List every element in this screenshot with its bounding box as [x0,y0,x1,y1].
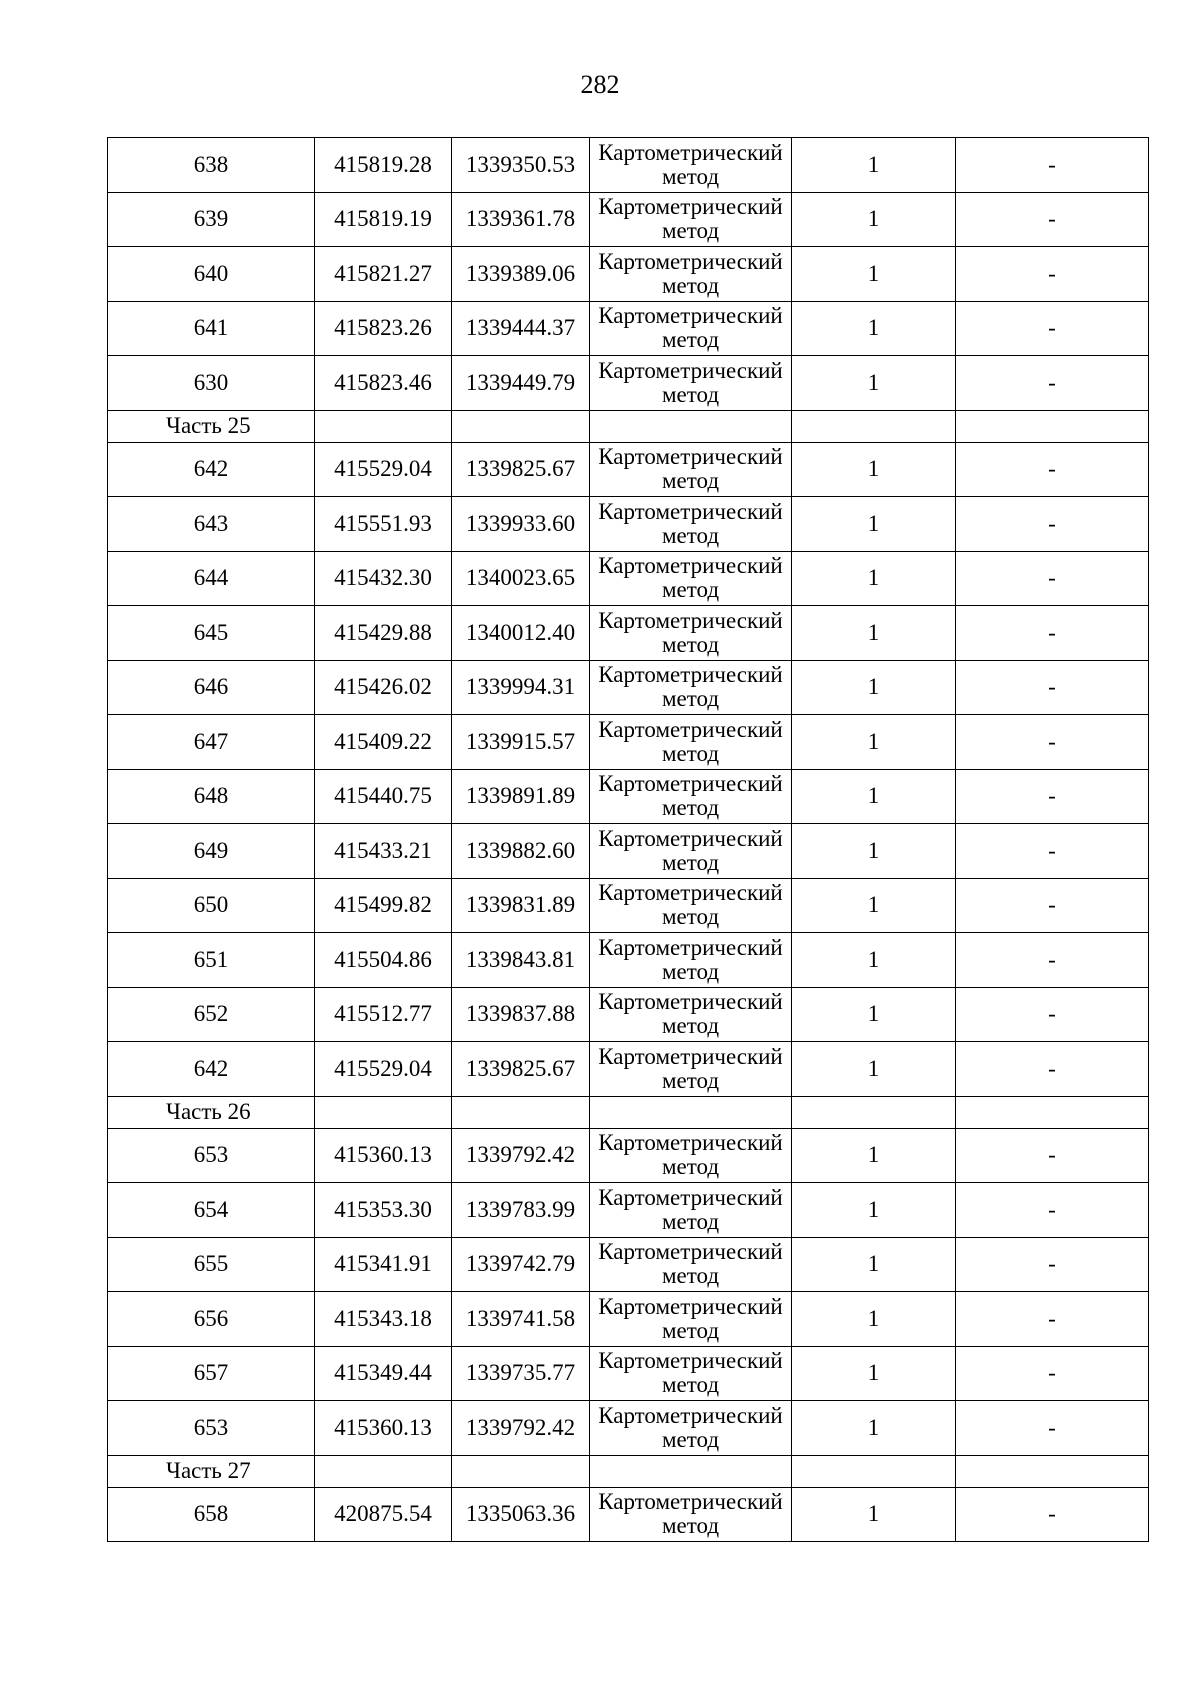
y-coordinate-cell: 1335063.36 [452,1487,590,1542]
x-coordinate-cell: 415432.30 [315,551,452,606]
empty-cell [792,1096,956,1128]
note-cell: - [956,1042,1149,1097]
method-line-2: метод [661,1154,720,1180]
part-header-row [108,1096,1149,1128]
table-row [108,824,1149,879]
accuracy-cell: 1 [792,933,956,988]
accuracy-cell: 1 [792,660,956,715]
accuracy-cell: 1 [792,138,956,193]
x-coordinate-cell: 415341.91 [315,1237,452,1292]
empty-cell [590,410,792,442]
accuracy-cell: 1 [792,1042,956,1097]
method-cell [590,660,792,715]
x-coordinate-cell: 415499.82 [315,878,452,933]
point-number-cell: 641 [108,301,315,356]
point-number-cell: 642 [108,442,315,497]
x-coordinate-cell: 415551.93 [315,497,452,552]
point-number-cell: 639 [108,192,315,247]
method-line-1: Картометрический [598,607,783,633]
table-row [108,1183,1149,1238]
method-line-2: метод [661,740,720,766]
x-coordinate-cell: 415823.26 [315,301,452,356]
method-line-1: Картометрический [598,1293,783,1319]
empty-cell [956,1455,1149,1487]
x-coordinate-cell: 415821.27 [315,247,452,302]
y-coordinate-cell: 1339843.81 [452,933,590,988]
y-coordinate-cell: 1339361.78 [452,192,590,247]
method-cell [590,247,792,302]
method-line-2: метод [661,686,720,712]
note-cell: - [956,247,1149,302]
method-line-2: метод [661,904,720,930]
method-line-1: Картометрический [598,1184,783,1210]
empty-cell [590,1455,792,1487]
method-cell [590,1292,792,1347]
accuracy-cell: 1 [792,356,956,411]
point-number-cell: 652 [108,987,315,1042]
empty-cell [792,1455,956,1487]
point-number-cell: 653 [108,1401,315,1456]
point-number-cell: 648 [108,769,315,824]
coordinates-table-body [108,138,1149,1542]
method-cell [590,1237,792,1292]
method-line-1: Картометрический [598,303,783,329]
table-row [108,1487,1149,1542]
method-line-1: Картометрический [598,934,783,960]
x-coordinate-cell: 415440.75 [315,769,452,824]
x-coordinate-cell: 415823.46 [315,356,452,411]
method-cell [590,356,792,411]
table-row [108,715,1149,770]
note-cell: - [956,824,1149,879]
method-line-2: метод [661,381,720,407]
method-line-1: Картометрический [598,1348,783,1374]
y-coordinate-cell: 1339831.89 [452,878,590,933]
x-coordinate-cell: 415349.44 [315,1346,452,1401]
note-cell: - [956,356,1149,411]
method-cell [590,1346,792,1401]
note-cell: - [956,1487,1149,1542]
accuracy-cell: 1 [792,1292,956,1347]
x-coordinate-cell: 415819.19 [315,192,452,247]
method-line-2: метод [661,631,720,657]
table-row [108,1128,1149,1183]
y-coordinate-cell: 1339449.79 [452,356,590,411]
y-coordinate-cell: 1339735.77 [452,1346,590,1401]
method-cell [590,1183,792,1238]
method-cell [590,1401,792,1456]
method-cell [590,987,792,1042]
coordinates-table [107,137,1149,1542]
y-coordinate-cell: 1339825.67 [452,442,590,497]
note-cell: - [956,192,1149,247]
point-number-cell: 653 [108,1128,315,1183]
method-line-1: Картометрический [598,1239,783,1265]
accuracy-cell: 1 [792,1401,956,1456]
empty-cell [452,1455,590,1487]
method-line-2: метод [661,218,720,244]
empty-cell [590,1096,792,1128]
point-number-cell: 645 [108,606,315,661]
table-row [108,606,1149,661]
point-number-cell: 655 [108,1237,315,1292]
empty-cell [452,410,590,442]
table-row [108,1042,1149,1097]
method-line-1: Картометрический [598,771,783,797]
method-cell [590,824,792,879]
empty-cell [452,1096,590,1128]
y-coordinate-cell: 1339783.99 [452,1183,590,1238]
accuracy-cell: 1 [792,247,956,302]
table-row [108,878,1149,933]
table-row [108,551,1149,606]
accuracy-cell: 1 [792,606,956,661]
x-coordinate-cell: 415819.28 [315,138,452,193]
method-cell [590,878,792,933]
method-line-2: метод [661,1263,720,1289]
point-number-cell: 638 [108,138,315,193]
method-line-2: метод [661,1372,720,1398]
method-line-2: метод [661,468,720,494]
accuracy-cell: 1 [792,987,956,1042]
point-number-cell: 656 [108,1292,315,1347]
empty-cell [315,1455,452,1487]
x-coordinate-cell: 415504.86 [315,933,452,988]
y-coordinate-cell: 1339915.57 [452,715,590,770]
empty-cell [315,1096,452,1128]
x-coordinate-cell: 415529.04 [315,1042,452,1097]
x-coordinate-cell: 415409.22 [315,715,452,770]
method-line-1: Картометрический [598,444,783,470]
y-coordinate-cell: 1339891.89 [452,769,590,824]
part-label: Часть 26 [108,1096,315,1128]
method-line-1: Картометрический [598,1043,783,1069]
page-number: 282 [580,70,620,99]
method-line-2: метод [661,849,720,875]
x-coordinate-cell: 415426.02 [315,660,452,715]
method-line-1: Картометрический [598,1130,783,1156]
method-cell [590,138,792,193]
empty-cell [956,410,1149,442]
method-line-2: метод [661,272,720,298]
method-line-1: Картометрический [598,825,783,851]
table-row [108,1237,1149,1292]
note-cell: - [956,442,1149,497]
accuracy-cell: 1 [792,1128,956,1183]
note-cell: - [956,138,1149,193]
table-row [108,769,1149,824]
part-header-row [108,1455,1149,1487]
table-row [108,497,1149,552]
method-line-2: метод [661,1426,720,1452]
y-coordinate-cell: 1339444.37 [452,301,590,356]
method-cell [590,1042,792,1097]
table-row [108,247,1149,302]
table-row [108,660,1149,715]
method-cell [590,497,792,552]
method-cell [590,442,792,497]
point-number-cell: 658 [108,1487,315,1542]
note-cell: - [956,1292,1149,1347]
method-line-1: Картометрический [598,248,783,274]
note-cell: - [956,1128,1149,1183]
method-line-2: метод [661,1208,720,1234]
note-cell: - [956,933,1149,988]
point-number-cell: 642 [108,1042,315,1097]
method-line-1: Картометрический [598,553,783,579]
accuracy-cell: 1 [792,301,956,356]
method-cell [590,606,792,661]
method-line-2: метод [661,577,720,603]
method-cell [590,1487,792,1542]
note-cell: - [956,715,1149,770]
table-row [108,1401,1149,1456]
x-coordinate-cell: 415343.18 [315,1292,452,1347]
y-coordinate-cell: 1339792.42 [452,1401,590,1456]
table-row [108,1346,1149,1401]
method-line-2: метод [661,958,720,984]
method-line-1: Картометрический [598,1402,783,1428]
point-number-cell: 644 [108,551,315,606]
x-coordinate-cell: 415512.77 [315,987,452,1042]
accuracy-cell: 1 [792,1346,956,1401]
note-cell: - [956,878,1149,933]
accuracy-cell: 1 [792,1183,956,1238]
accuracy-cell: 1 [792,715,956,770]
y-coordinate-cell: 1339742.79 [452,1237,590,1292]
method-cell [590,933,792,988]
x-coordinate-cell: 415429.88 [315,606,452,661]
method-cell [590,715,792,770]
y-coordinate-cell: 1339741.58 [452,1292,590,1347]
empty-cell [956,1096,1149,1128]
accuracy-cell: 1 [792,551,956,606]
note-cell: - [956,1237,1149,1292]
part-label: Часть 25 [108,410,315,442]
method-line-1: Картометрический [598,139,783,165]
x-coordinate-cell: 415360.13 [315,1401,452,1456]
point-number-cell: 643 [108,497,315,552]
point-number-cell: 630 [108,356,315,411]
point-number-cell: 654 [108,1183,315,1238]
method-line-2: метод [661,1513,720,1539]
note-cell: - [956,606,1149,661]
method-line-2: метод [661,327,720,353]
table-row [108,1292,1149,1347]
method-line-1: Картометрический [598,357,783,383]
point-number-cell: 646 [108,660,315,715]
point-number-cell: 650 [108,878,315,933]
x-coordinate-cell: 415353.30 [315,1183,452,1238]
method-cell [590,551,792,606]
method-line-1: Картометрический [598,880,783,906]
note-cell: - [956,301,1149,356]
y-coordinate-cell: 1339825.67 [452,1042,590,1097]
note-cell: - [956,1346,1149,1401]
part-label: Часть 27 [108,1455,315,1487]
method-cell [590,192,792,247]
x-coordinate-cell: 420875.54 [315,1487,452,1542]
y-coordinate-cell: 1339882.60 [452,824,590,879]
table-row [108,301,1149,356]
method-cell [590,1128,792,1183]
point-number-cell: 649 [108,824,315,879]
method-line-2: метод [661,1067,720,1093]
note-cell: - [956,987,1149,1042]
method-line-1: Картометрический [598,716,783,742]
accuracy-cell: 1 [792,1487,956,1542]
note-cell: - [956,660,1149,715]
method-cell [590,769,792,824]
table-row [108,933,1149,988]
y-coordinate-cell: 1339350.53 [452,138,590,193]
empty-cell [792,410,956,442]
note-cell: - [956,769,1149,824]
y-coordinate-cell: 1340012.40 [452,606,590,661]
method-cell [590,301,792,356]
point-number-cell: 640 [108,247,315,302]
method-line-2: метод [661,522,720,548]
table-row [108,192,1149,247]
y-coordinate-cell: 1339837.88 [452,987,590,1042]
accuracy-cell: 1 [792,824,956,879]
y-coordinate-cell: 1340023.65 [452,551,590,606]
method-line-2: метод [661,1317,720,1343]
point-number-cell: 647 [108,715,315,770]
point-number-cell: 657 [108,1346,315,1401]
x-coordinate-cell: 415433.21 [315,824,452,879]
accuracy-cell: 1 [792,769,956,824]
table-row [108,987,1149,1042]
method-line-1: Картометрический [598,662,783,688]
table-row [108,138,1149,193]
accuracy-cell: 1 [792,1237,956,1292]
accuracy-cell: 1 [792,497,956,552]
y-coordinate-cell: 1339389.06 [452,247,590,302]
method-line-2: метод [661,795,720,821]
table-row [108,356,1149,411]
method-line-1: Картометрический [598,194,783,220]
method-line-1: Картометрический [598,989,783,1015]
note-cell: - [956,1401,1149,1456]
empty-cell [315,410,452,442]
accuracy-cell: 1 [792,442,956,497]
method-line-1: Картометрический [598,1489,783,1515]
part-header-row [108,410,1149,442]
y-coordinate-cell: 1339933.60 [452,497,590,552]
point-number-cell: 651 [108,933,315,988]
x-coordinate-cell: 415360.13 [315,1128,452,1183]
y-coordinate-cell: 1339994.31 [452,660,590,715]
note-cell: - [956,497,1149,552]
accuracy-cell: 1 [792,192,956,247]
method-line-2: метод [661,1013,720,1039]
y-coordinate-cell: 1339792.42 [452,1128,590,1183]
accuracy-cell: 1 [792,878,956,933]
table-row [108,442,1149,497]
note-cell: - [956,1183,1149,1238]
method-line-1: Картометрический [598,498,783,524]
method-line-2: метод [661,163,720,189]
x-coordinate-cell: 415529.04 [315,442,452,497]
note-cell: - [956,551,1149,606]
